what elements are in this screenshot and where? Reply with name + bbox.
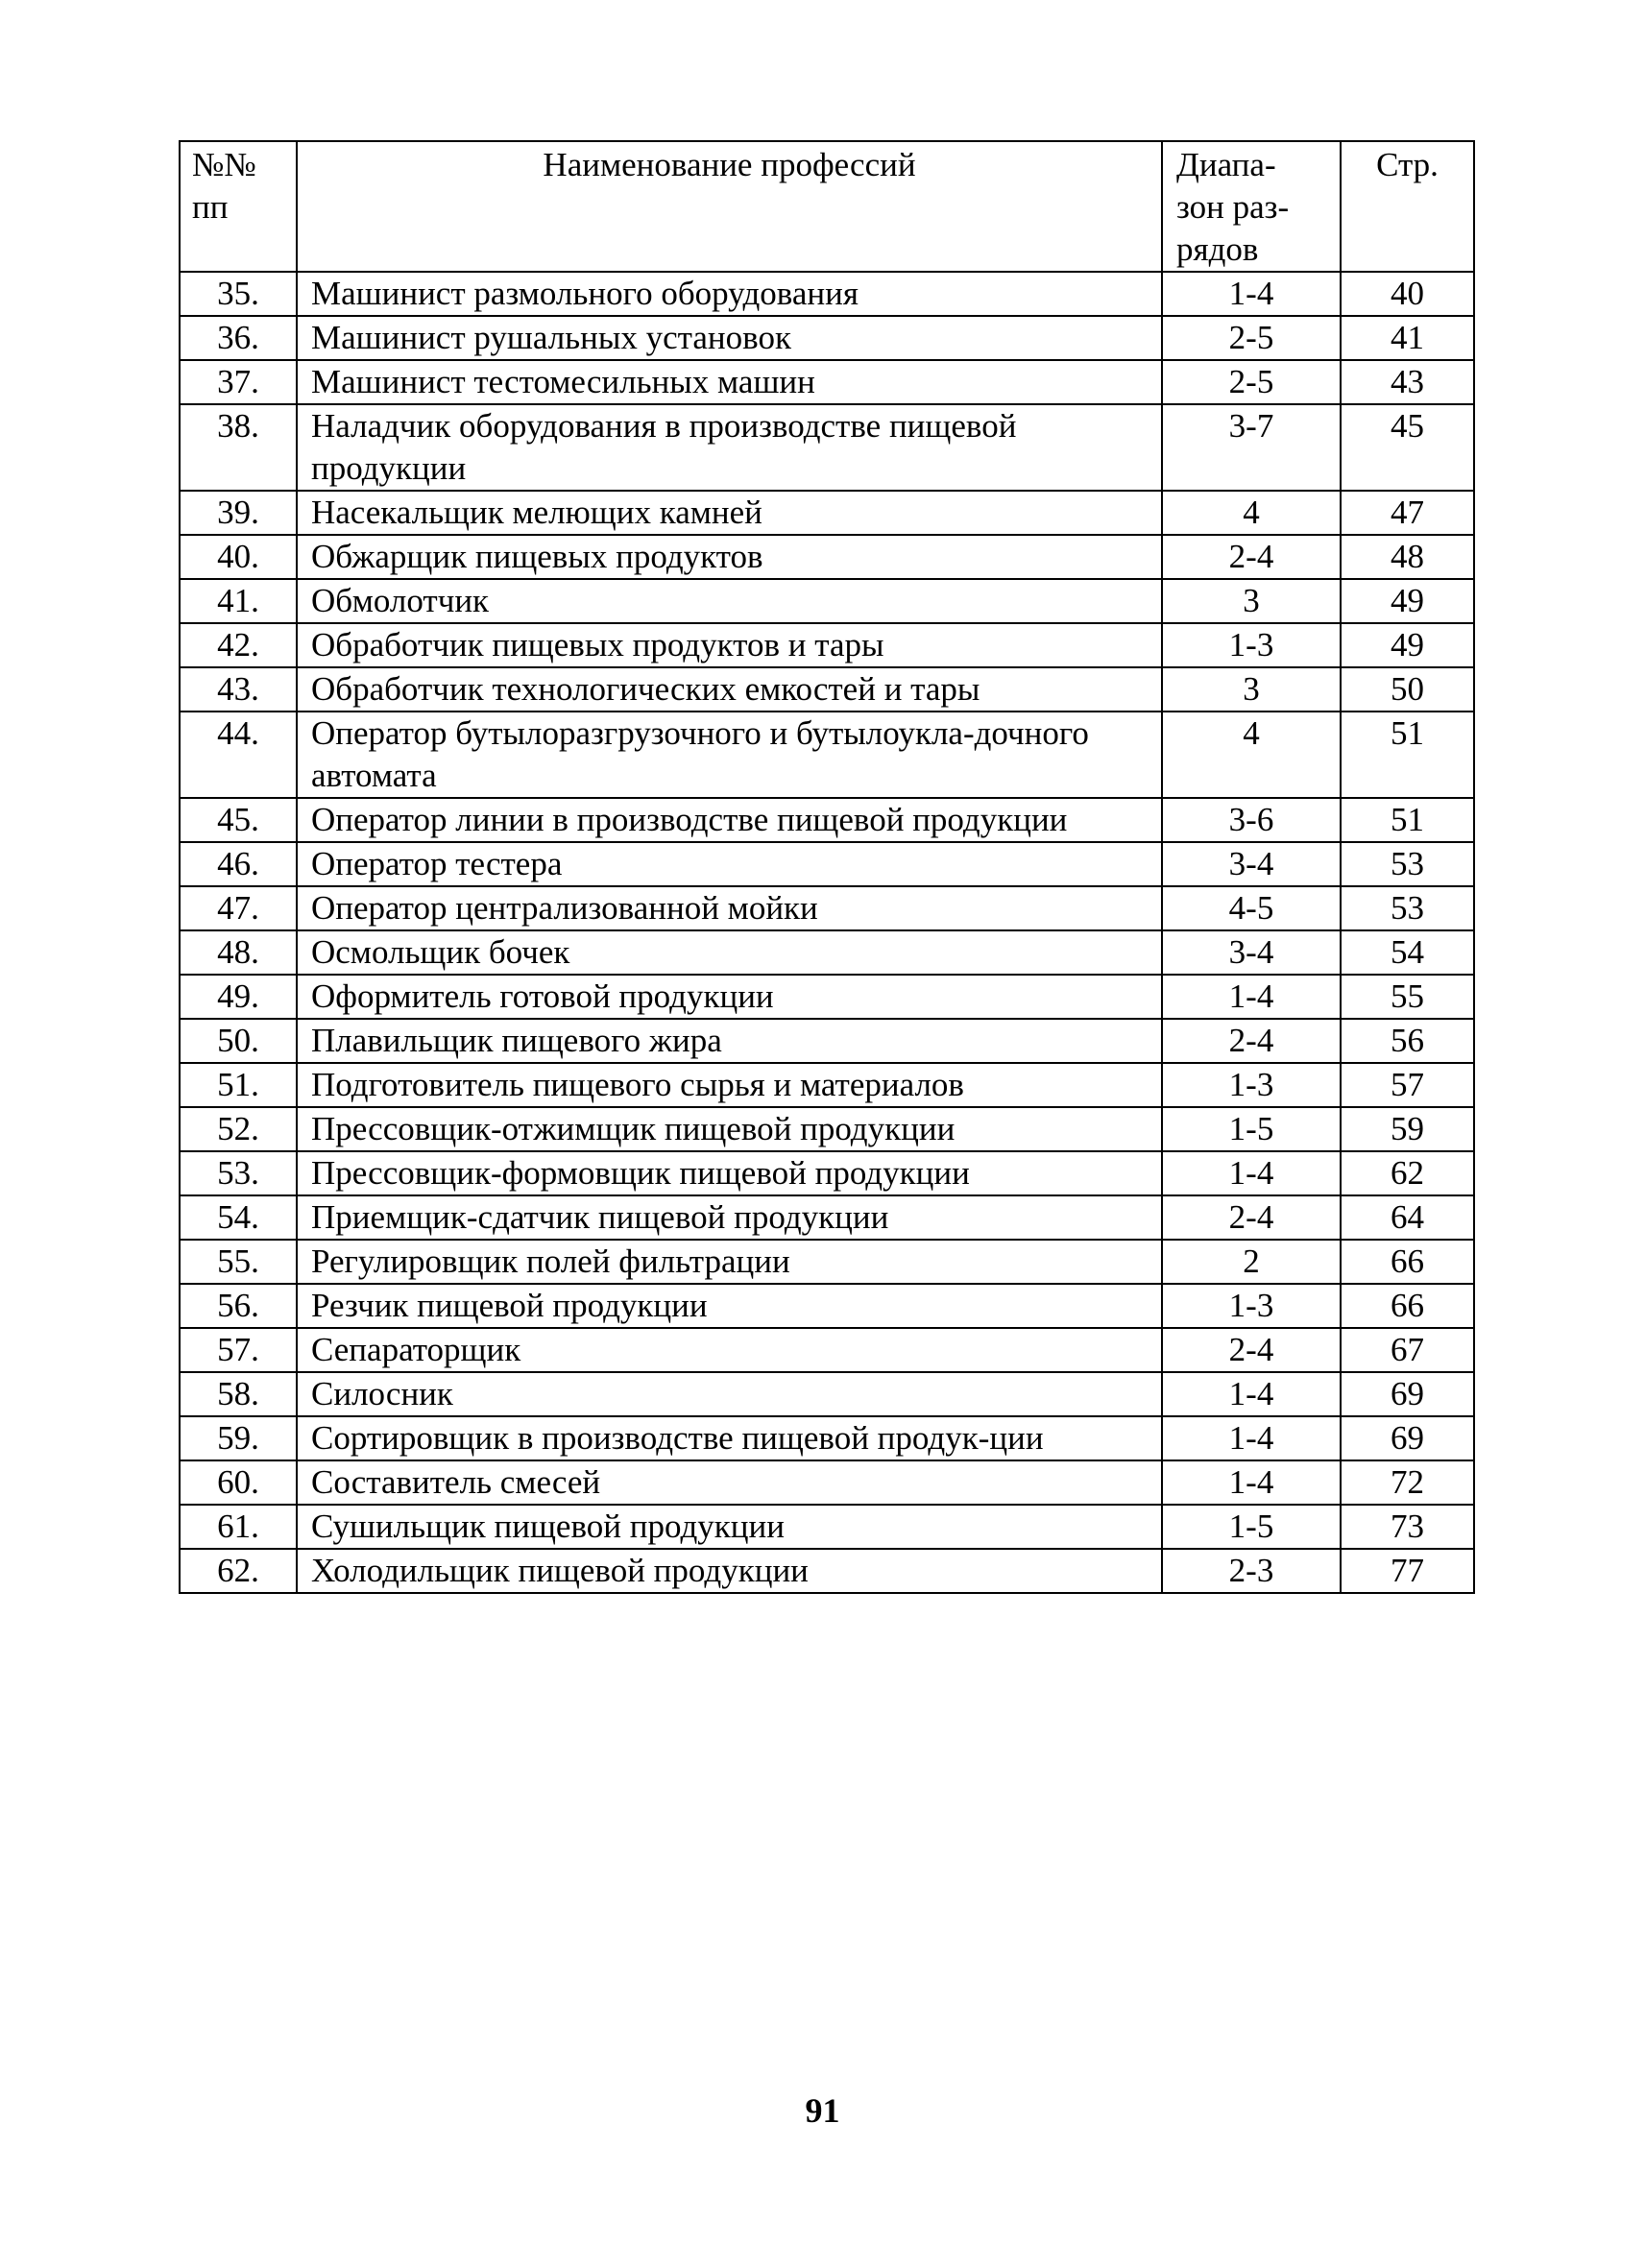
- page-ref-cell: 49: [1341, 623, 1474, 667]
- grade-range-cell: 1-4: [1162, 1416, 1341, 1460]
- page-number: 91: [805, 2091, 840, 2130]
- row-number-cell: 58.: [180, 1372, 297, 1416]
- header-range-line: Диапа-: [1176, 146, 1276, 183]
- grade-range-cell: 2-4: [1162, 1195, 1341, 1240]
- table-row: [180, 1372, 1474, 1416]
- grade-range-cell: 1-3: [1162, 1284, 1341, 1328]
- page-ref-cell: 72: [1341, 1460, 1474, 1505]
- grade-range-cell: 4: [1162, 491, 1341, 535]
- row-number-cell: 44.: [180, 712, 297, 798]
- page-ref-cell: 77: [1341, 1549, 1474, 1593]
- page-ref-cell: 69: [1341, 1416, 1474, 1460]
- row-number-cell: 55.: [180, 1240, 297, 1284]
- page-ref-cell: 55: [1341, 975, 1474, 1019]
- header-range-line: рядов: [1176, 230, 1259, 268]
- page-ref-cell: 57: [1341, 1063, 1474, 1107]
- table-row: [180, 404, 1474, 491]
- profession-name-cell: Обработчик пищевых продуктов и тары: [297, 623, 1162, 667]
- table-body: [180, 272, 1474, 1593]
- table-row: [180, 272, 1474, 316]
- grade-range-cell: 2-4: [1162, 535, 1341, 579]
- header-range-line: зон раз-: [1176, 188, 1290, 226]
- row-number-cell: 51.: [180, 1063, 297, 1107]
- grade-range-cell: 2-5: [1162, 360, 1341, 404]
- row-number-cell: 35.: [180, 272, 297, 316]
- row-number-cell: 60.: [180, 1460, 297, 1505]
- profession-name-cell: Сепараторщик: [297, 1328, 1162, 1372]
- row-number-cell: 47.: [180, 886, 297, 930]
- table-row: [180, 667, 1474, 712]
- table-row: [180, 930, 1474, 975]
- grade-range-cell: 2-3: [1162, 1549, 1341, 1593]
- grade-range-cell: 3-7: [1162, 404, 1341, 491]
- table-row: [180, 975, 1474, 1019]
- page-ref-cell: 59: [1341, 1107, 1474, 1151]
- row-number-cell: 56.: [180, 1284, 297, 1328]
- row-number-cell: 45.: [180, 798, 297, 842]
- row-number-cell: 42.: [180, 623, 297, 667]
- row-number-cell: 61.: [180, 1505, 297, 1549]
- page-ref-cell: 51: [1341, 712, 1474, 798]
- grade-range-cell: 1-3: [1162, 1063, 1341, 1107]
- grade-range-cell: 2-5: [1162, 316, 1341, 360]
- page-ref-cell: 48: [1341, 535, 1474, 579]
- table-row: [180, 579, 1474, 623]
- row-number-cell: 59.: [180, 1416, 297, 1460]
- profession-name-cell: Сушильщик пищевой продукции: [297, 1505, 1162, 1549]
- grade-range-cell: 1-5: [1162, 1505, 1341, 1549]
- table-header-row: [180, 141, 1474, 272]
- row-number-cell: 37.: [180, 360, 297, 404]
- row-number-cell: 39.: [180, 491, 297, 535]
- page-ref-cell: 43: [1341, 360, 1474, 404]
- page-ref-cell: 53: [1341, 842, 1474, 886]
- row-number-cell: 57.: [180, 1328, 297, 1372]
- header-number-line: №№: [192, 146, 256, 183]
- profession-name-cell: Оформитель готовой продукции: [297, 975, 1162, 1019]
- page-ref-cell: 66: [1341, 1284, 1474, 1328]
- page-ref-cell: 54: [1341, 930, 1474, 975]
- row-number-cell: 62.: [180, 1549, 297, 1593]
- page-ref-cell: 50: [1341, 667, 1474, 712]
- page-ref-cell: 64: [1341, 1195, 1474, 1240]
- grade-range-cell: 1-4: [1162, 975, 1341, 1019]
- page-ref-cell: 51: [1341, 798, 1474, 842]
- profession-name-cell: Составитель смесей: [297, 1460, 1162, 1505]
- header-profession-name: Наименование профессий: [297, 141, 1162, 272]
- table-row: [180, 886, 1474, 930]
- grade-range-cell: 2-4: [1162, 1019, 1341, 1063]
- profession-name-cell: Обработчик технологических емкостей и тары: [297, 667, 1162, 712]
- table-row: [180, 1240, 1474, 1284]
- table-row: [180, 491, 1474, 535]
- row-number-cell: 49.: [180, 975, 297, 1019]
- table-row: [180, 1284, 1474, 1328]
- page-ref-cell: 73: [1341, 1505, 1474, 1549]
- grade-range-cell: 1-3: [1162, 623, 1341, 667]
- table-row: [180, 1416, 1474, 1460]
- grade-range-cell: 2: [1162, 1240, 1341, 1284]
- table-row: [180, 1151, 1474, 1195]
- page-ref-cell: 53: [1341, 886, 1474, 930]
- page-ref-cell: 67: [1341, 1328, 1474, 1372]
- row-number-cell: 38.: [180, 404, 297, 491]
- grade-range-cell: 1-4: [1162, 1460, 1341, 1505]
- grade-range-cell: 3: [1162, 667, 1341, 712]
- table-row: [180, 842, 1474, 886]
- page-ref-cell: 69: [1341, 1372, 1474, 1416]
- header-page: Стр.: [1341, 141, 1474, 272]
- table-row: [180, 1195, 1474, 1240]
- grade-range-cell: 3-4: [1162, 930, 1341, 975]
- page-ref-cell: 49: [1341, 579, 1474, 623]
- row-number-cell: 40.: [180, 535, 297, 579]
- profession-name-cell: Обмолотчик: [297, 579, 1162, 623]
- header-number: [180, 141, 297, 272]
- profession-name-cell: Обжарщик пищевых продуктов: [297, 535, 1162, 579]
- profession-name-cell: Оператор линии в производстве пищевой продукции: [297, 798, 1162, 842]
- page-ref-cell: 62: [1341, 1151, 1474, 1195]
- table-row: [180, 316, 1474, 360]
- table-row: [180, 798, 1474, 842]
- grade-range-cell: 2-4: [1162, 1328, 1341, 1372]
- grade-range-cell: 1-4: [1162, 272, 1341, 316]
- profession-name-cell: Резчик пищевой продукции: [297, 1284, 1162, 1328]
- header-number-line: пп: [192, 188, 229, 226]
- grade-range-cell: 3-4: [1162, 842, 1341, 886]
- page-ref-cell: 41: [1341, 316, 1474, 360]
- profession-name-cell: Регулировщик полей фильтрации: [297, 1240, 1162, 1284]
- profession-name-cell: Машинист размольного оборудования: [297, 272, 1162, 316]
- row-number-cell: 43.: [180, 667, 297, 712]
- table-row: [180, 1505, 1474, 1549]
- grade-range-cell: 1-4: [1162, 1372, 1341, 1416]
- row-number-cell: 52.: [180, 1107, 297, 1151]
- table-row: [180, 360, 1474, 404]
- profession-name-cell: Оператор тестера: [297, 842, 1162, 886]
- profession-name-cell: Холодильщик пищевой продукции: [297, 1549, 1162, 1593]
- row-number-cell: 36.: [180, 316, 297, 360]
- profession-name-cell: Сортировщик в производстве пищевой продук-ции: [297, 1416, 1162, 1460]
- grade-range-cell: 4-5: [1162, 886, 1341, 930]
- grade-range-cell: 3-6: [1162, 798, 1341, 842]
- profession-name-cell: Машинист рушальных установок: [297, 316, 1162, 360]
- table-row: [180, 1063, 1474, 1107]
- profession-name-cell: Наладчик оборудования в производстве пищевой продукции: [297, 404, 1162, 491]
- table-row: [180, 1460, 1474, 1505]
- profession-name-cell: Силосник: [297, 1372, 1162, 1416]
- profession-name-cell: Подготовитель пищевого сырья и материалов: [297, 1063, 1162, 1107]
- grade-range-cell: 3: [1162, 579, 1341, 623]
- table-row: [180, 623, 1474, 667]
- table-row: [180, 1549, 1474, 1593]
- row-number-cell: 46.: [180, 842, 297, 886]
- profession-name-cell: Прессовщик-отжимщик пищевой продукции: [297, 1107, 1162, 1151]
- page-ref-cell: 66: [1341, 1240, 1474, 1284]
- profession-name-cell: Оператор бутылоразгрузочного и бутылоукла-дочного автомата: [297, 712, 1162, 798]
- row-number-cell: 50.: [180, 1019, 297, 1063]
- row-number-cell: 41.: [180, 579, 297, 623]
- profession-name-cell: Оператор централизованной мойки: [297, 886, 1162, 930]
- profession-name-cell: Прессовщик-формовщик пищевой продукции: [297, 1151, 1162, 1195]
- table-row: [180, 712, 1474, 798]
- table-row: [180, 535, 1474, 579]
- row-number-cell: 54.: [180, 1195, 297, 1240]
- profession-name-cell: Насекальщик мелющих камней: [297, 491, 1162, 535]
- row-number-cell: 53.: [180, 1151, 297, 1195]
- grade-range-cell: 4: [1162, 712, 1341, 798]
- profession-name-cell: Машинист тестомесильных машин: [297, 360, 1162, 404]
- professions-table: [179, 140, 1475, 1594]
- page-ref-cell: 47: [1341, 491, 1474, 535]
- profession-name-cell: Приемщик-сдатчик пищевой продукции: [297, 1195, 1162, 1240]
- row-number-cell: 48.: [180, 930, 297, 975]
- profession-name-cell: Осмольщик бочек: [297, 930, 1162, 975]
- table-row: [180, 1107, 1474, 1151]
- table-row: [180, 1019, 1474, 1063]
- table-row: [180, 1328, 1474, 1372]
- header-grade-range: [1162, 141, 1341, 272]
- profession-name-cell: Плавильщик пищевого жира: [297, 1019, 1162, 1063]
- grade-range-cell: 1-4: [1162, 1151, 1341, 1195]
- page-ref-cell: 56: [1341, 1019, 1474, 1063]
- page-ref-cell: 45: [1341, 404, 1474, 491]
- grade-range-cell: 1-5: [1162, 1107, 1341, 1151]
- page-ref-cell: 40: [1341, 272, 1474, 316]
